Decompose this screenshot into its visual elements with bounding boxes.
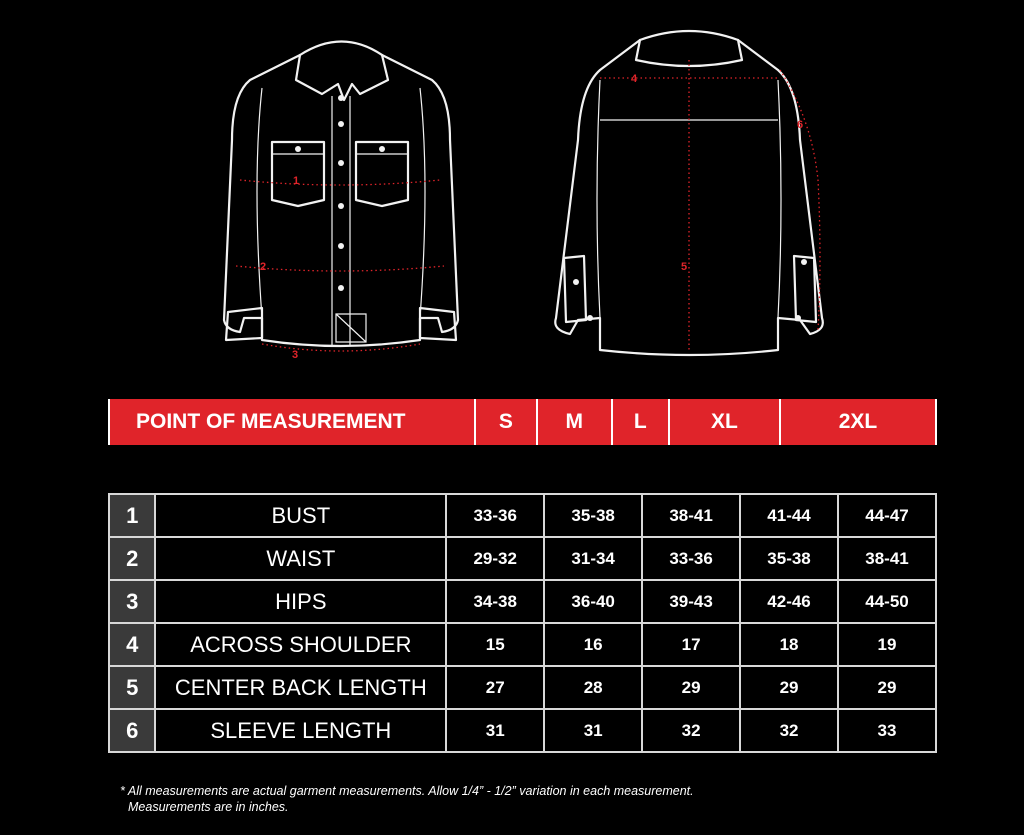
table-cell: 39-43	[642, 580, 740, 623]
size-header-l: L	[612, 399, 669, 445]
size-header-xl: XL	[669, 399, 780, 445]
row-label: CENTER BACK LENGTH	[155, 666, 446, 709]
table-cell: 28	[544, 666, 642, 709]
table-cell: 33-36	[446, 494, 544, 537]
table-cell: 35-38	[740, 537, 838, 580]
table-cell: 33	[838, 709, 936, 752]
table-row	[109, 537, 936, 580]
back-point-5-label: 5	[681, 261, 688, 273]
size-header-m: M	[537, 399, 612, 445]
row-number: 2	[109, 537, 155, 580]
table-row	[109, 580, 936, 623]
table-row	[109, 494, 936, 537]
table-cell: 29	[740, 666, 838, 709]
row-label: WAIST	[155, 537, 446, 580]
table-row	[109, 666, 936, 709]
size-header-row	[108, 399, 937, 445]
table-cell: 18	[740, 623, 838, 666]
table-cell: 32	[740, 709, 838, 752]
footnote-line-1: * All measurements are actual garment measurements. Allow 1/4” - 1/2” variation in each measurement.	[120, 784, 694, 798]
table-cell: 33-36	[642, 537, 740, 580]
table-cell: 31	[544, 709, 642, 752]
back-point-4-label: 4	[631, 73, 638, 85]
table-cell: 42-46	[740, 580, 838, 623]
table-cell: 16	[544, 623, 642, 666]
table-cell: 17	[642, 623, 740, 666]
back-shirt-drawing	[555, 31, 823, 355]
row-label: SLEEVE LENGTH	[155, 709, 446, 752]
table-cell: 36-40	[544, 580, 642, 623]
table-cell: 34-38	[446, 580, 544, 623]
table-row	[109, 623, 936, 666]
row-number: 5	[109, 666, 155, 709]
table-cell: 31	[446, 709, 544, 752]
measurement-table	[108, 493, 937, 753]
front-point-2-label: 2	[260, 261, 267, 273]
table-cell: 29	[838, 666, 936, 709]
table-cell: 41-44	[740, 494, 838, 537]
table-cell: 29	[642, 666, 740, 709]
table-cell: 19	[838, 623, 936, 666]
footnote-line-2: Measurements are in inches.	[128, 800, 289, 814]
table-cell: 35-38	[544, 494, 642, 537]
front-point-3-label: 3	[292, 349, 299, 361]
table-cell: 38-41	[642, 494, 740, 537]
table-cell: 15	[446, 623, 544, 666]
table-cell: 29-32	[446, 537, 544, 580]
front-point-1-label: 1	[293, 175, 300, 187]
point-of-measurement-header: POINT OF MEASUREMENT	[109, 399, 475, 445]
footnote	[120, 783, 694, 815]
shirt-measurement-illustration	[0, 0, 1024, 380]
size-header-s: S	[475, 399, 537, 445]
table-cell: 38-41	[838, 537, 936, 580]
size-header-2xl: 2XL	[780, 399, 936, 445]
table-cell: 44-50	[838, 580, 936, 623]
table-cell: 27	[446, 666, 544, 709]
table-row	[109, 709, 936, 752]
row-number: 1	[109, 494, 155, 537]
table-cell: 32	[642, 709, 740, 752]
table-cell: 44-47	[838, 494, 936, 537]
table-cell: 31-34	[544, 537, 642, 580]
row-label: ACROSS SHOULDER	[155, 623, 446, 666]
back-point-6-label: 6	[797, 119, 804, 131]
row-number: 3	[109, 580, 155, 623]
row-number: 4	[109, 623, 155, 666]
front-shirt-drawing	[224, 42, 458, 362]
row-number: 6	[109, 709, 155, 752]
row-label: HIPS	[155, 580, 446, 623]
row-label: BUST	[155, 494, 446, 537]
